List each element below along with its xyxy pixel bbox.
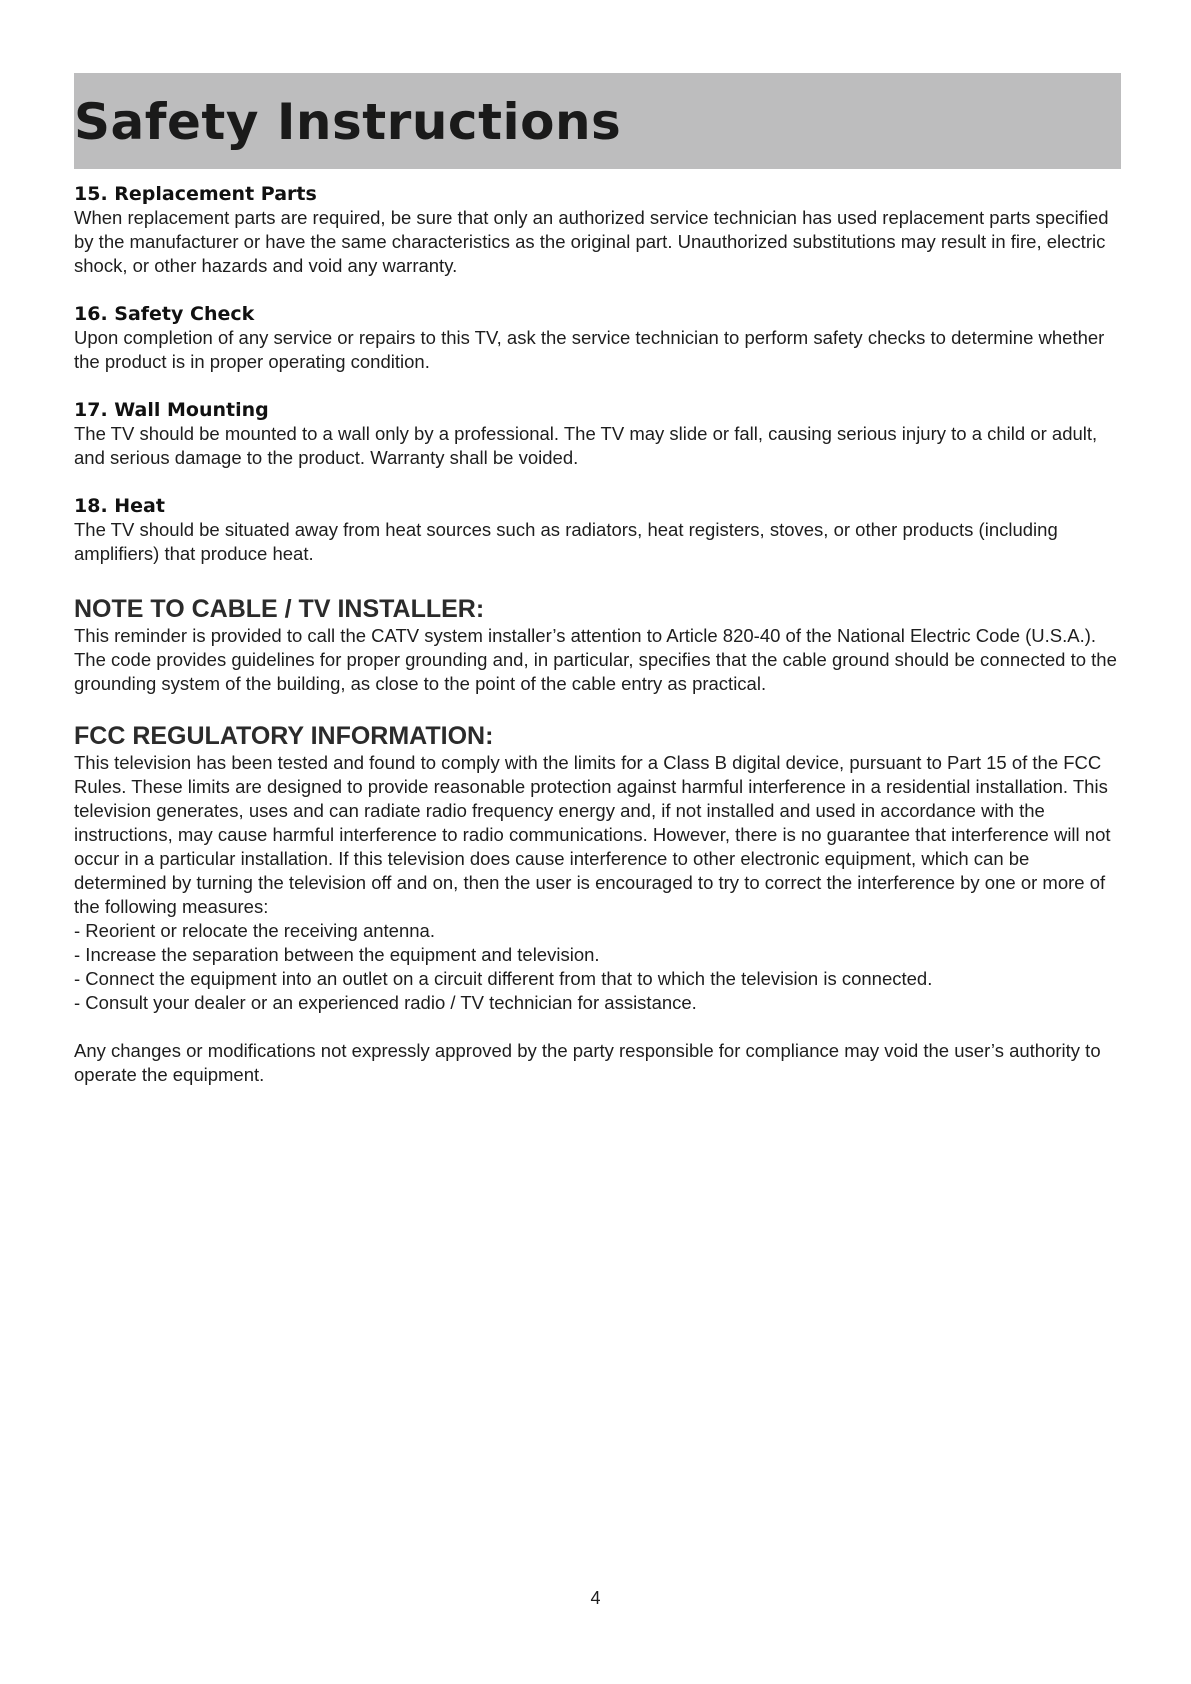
fcc-closing: Any changes or modifications not expressly approved by the party responsible for compliance may void the user’s authority to operate the equipment. [74, 1040, 1101, 1085]
section-body: Upon completion of any service or repairs to this TV, ask the service technician to perform safety checks to determine whether the product is in proper operating condition. [74, 327, 1105, 372]
page-title: Safety Instructions [74, 93, 622, 151]
section-heading: 17. Wall Mounting [74, 399, 269, 421]
list-item: - Reorient or relocate the receiving antenna. [74, 920, 435, 941]
section-wall-mounting [74, 398, 1121, 470]
fcc-body: This television has been tested and found to comply with the limits for a Class B digital device, pursuant to Part 15 of the FCC Rules. These limits are designed to provide reasonable protection against harmful interference in a residential installation. This television generates, uses and can radiate radio frequency energy and, if not installed and used in accordance with the instructions, may cause harmful interference to radio communications. However, there is no guarantee that interference will not occur in a particular installation. If this television does cause interference to other electronic equipment, which can be determined by turning the television off and on, then the user is encouraged to try to correct the interference by one or more of the following measures: [74, 752, 1111, 917]
section-body: The TV should be situated away from heat sources such as radiators, heat registers, stoves, or other products (including amplifiers) that produce heat. [74, 519, 1058, 564]
section-heading: 16. Safety Check [74, 303, 255, 325]
section-replacement-parts [74, 182, 1121, 278]
section-body: The TV should be mounted to a wall only by a professional. The TV may slide or fall, causing serious injury to a child or adult, and serious damage to the product. Warranty shall be voided. [74, 423, 1098, 468]
content [74, 182, 1121, 1087]
section-heading: 18. Heat [74, 495, 165, 517]
page-number: 4 [590, 1588, 601, 1608]
section-heading: 15. Replacement Parts [74, 183, 317, 205]
title-bar [74, 73, 1121, 169]
page [74, 73, 1121, 1087]
section-safety-check [74, 302, 1121, 374]
fcc-regulatory-information [74, 721, 1121, 1087]
cable-installer-note [74, 594, 1121, 696]
section-heat [74, 494, 1121, 566]
cable-note-heading: NOTE TO CABLE / TV INSTALLER: [74, 595, 485, 623]
list-item: - Consult your dealer or an experienced radio / TV technician for assistance. [74, 992, 697, 1013]
cable-note-body: This reminder is provided to call the CATV system installer’s attention to Article 820-40 of the National Electric Code (U.S.A.). The code provides guidelines for proper grounding and, in particular, specifies that the cable ground should be connected to the grounding system of the building, as close to the point of the cable entry as practical. [74, 625, 1117, 694]
section-body: When replacement parts are required, be sure that only an authorized service technician has used replacement parts specified by the manufacturer or have the same characteristics as the original part. Unauthorized substitutions may result in fire, electric shock, or other hazards and void any warranty. [74, 207, 1109, 276]
fcc-heading: FCC REGULATORY INFORMATION: [74, 722, 494, 750]
list-item: - Connect the equipment into an outlet on a circuit different from that to which the television is connected. [74, 968, 933, 989]
fcc-measures-list [74, 919, 1121, 1015]
list-item: - Increase the separation between the equipment and television. [74, 944, 600, 965]
